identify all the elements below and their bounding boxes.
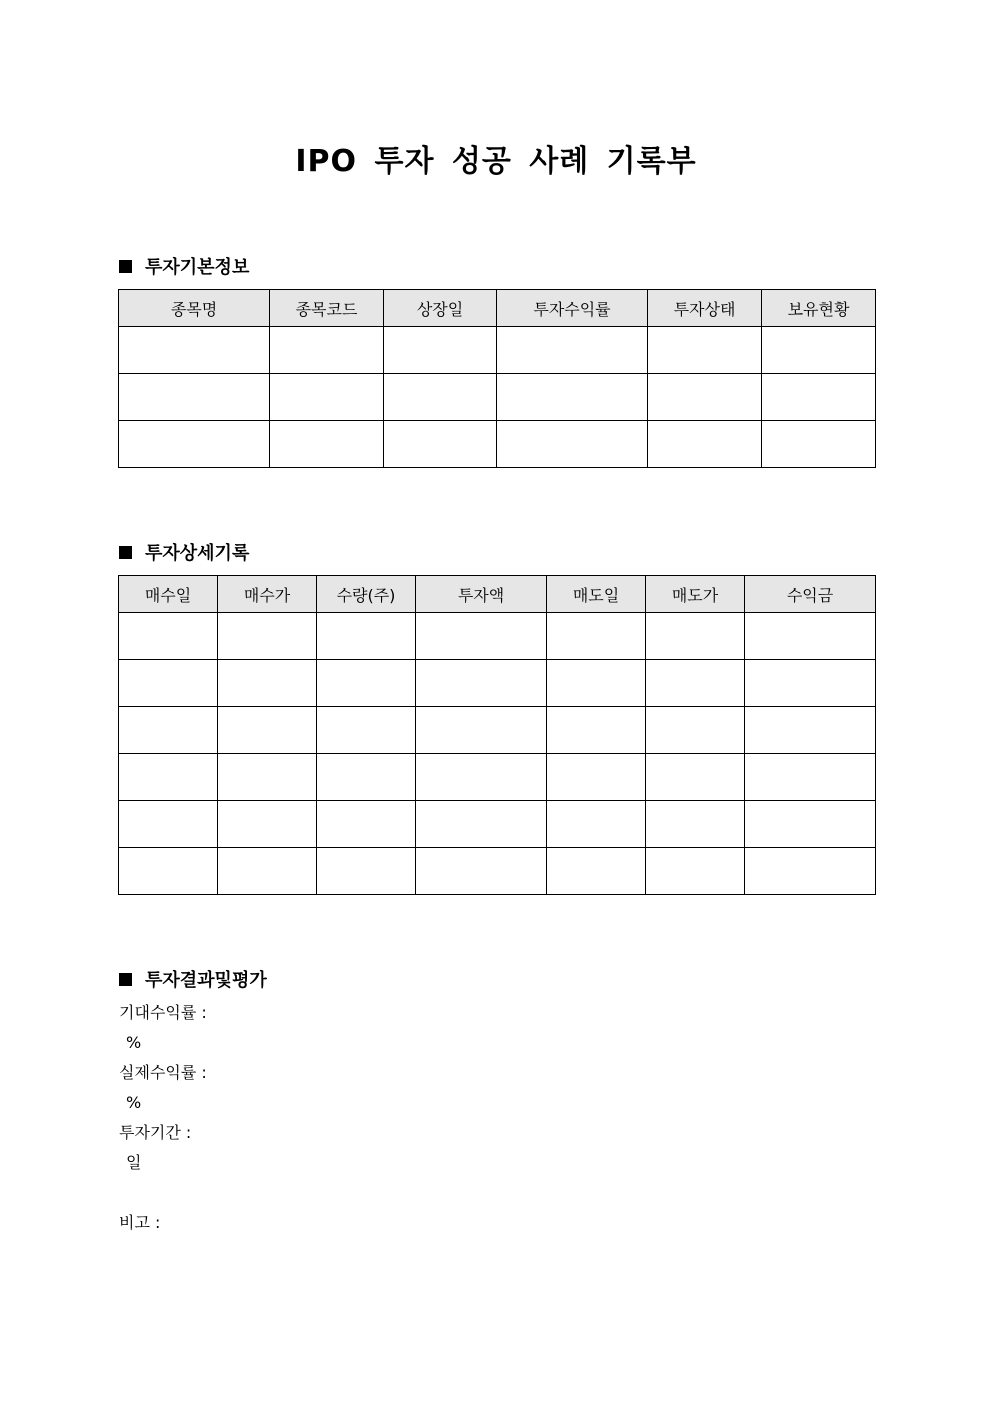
table-row [119,848,876,895]
column-header-return-rate: 투자수익률 [497,290,648,327]
blank-line [119,1178,207,1208]
column-header-sell-date: 매도일 [547,576,646,613]
section-heading-label: 투자기본정보 [145,257,250,278]
table-cell[interactable] [648,327,762,374]
table-row [119,613,876,660]
section-heading-label: 투자상세기록 [145,543,250,564]
table-cell[interactable] [119,421,270,468]
table-cell[interactable] [317,754,416,801]
table-cell[interactable] [745,754,876,801]
table-cell[interactable] [119,801,218,848]
investment-period-unit: 일 [126,1153,142,1172]
table-cell[interactable] [416,801,547,848]
table-cell[interactable] [646,660,745,707]
table-cell[interactable] [218,848,317,895]
table-cell[interactable] [416,707,547,754]
table-cell[interactable] [762,421,876,468]
column-header-stock-name: 종목명 [119,290,270,327]
table-cell[interactable] [384,327,497,374]
table-cell[interactable] [646,754,745,801]
section-heading-detail-records [119,539,249,565]
column-header-holding-status: 보유현황 [762,290,876,327]
table-cell[interactable] [416,613,547,660]
remarks-label: 비고 : [119,1213,161,1232]
table-cell[interactable] [119,848,218,895]
table-cell[interactable] [317,801,416,848]
table-row [119,327,876,374]
column-header-investment-status: 투자상태 [648,290,762,327]
table-cell[interactable] [317,707,416,754]
table-cell[interactable] [270,327,384,374]
document-title: IPO 투자 성공 사례 기록부 [295,144,697,179]
table-row [119,707,876,754]
column-header-sell-price: 매도가 [646,576,745,613]
table-cell[interactable] [119,327,270,374]
table-cell[interactable] [745,613,876,660]
table-cell[interactable] [497,421,648,468]
table-cell[interactable] [648,374,762,421]
actual-return-unit: % [126,1093,142,1112]
table-cell[interactable] [317,613,416,660]
table-row [119,374,876,421]
column-header-investment-amount: 투자액 [416,576,547,613]
table-cell[interactable] [646,848,745,895]
table-cell[interactable] [119,613,218,660]
column-header-quantity: 수량(주) [317,576,416,613]
column-header-profit: 수익금 [745,576,876,613]
table-row [119,660,876,707]
actual-return-label: 실제수익률 : [119,1063,207,1082]
table-cell[interactable] [547,707,646,754]
table-header-row [119,576,876,613]
column-header-buy-date: 매수일 [119,576,218,613]
expected-return-label: 기대수익률 : [119,1003,207,1022]
table-cell[interactable] [547,660,646,707]
section-heading-basic-info [119,253,249,279]
table-cell[interactable] [646,707,745,754]
square-bullet-icon [119,973,132,986]
table-cell[interactable] [745,660,876,707]
column-header-listing-date: 상장일 [384,290,497,327]
table-cell[interactable] [762,327,876,374]
table-cell[interactable] [745,707,876,754]
table-cell[interactable] [218,801,317,848]
table-cell[interactable] [745,848,876,895]
table-cell[interactable] [119,660,218,707]
table-cell[interactable] [648,421,762,468]
table-cell[interactable] [547,801,646,848]
basic-info-table [118,289,876,468]
table-cell[interactable] [547,754,646,801]
table-cell[interactable] [762,374,876,421]
table-cell[interactable] [416,660,547,707]
table-cell[interactable] [218,754,317,801]
table-cell[interactable] [646,613,745,660]
table-cell[interactable] [317,848,416,895]
table-cell[interactable] [416,848,547,895]
table-cell[interactable] [218,660,317,707]
table-cell[interactable] [119,754,218,801]
table-cell[interactable] [270,374,384,421]
table-cell[interactable] [119,374,270,421]
table-cell[interactable] [317,660,416,707]
table-cell[interactable] [218,613,317,660]
square-bullet-icon [119,260,132,273]
table-cell[interactable] [745,801,876,848]
result-evaluation-block [119,998,207,1238]
section-heading-result-evaluation [119,966,267,992]
table-cell[interactable] [218,707,317,754]
investment-period-label: 투자기간 : [119,1123,192,1142]
column-header-stock-code: 종목코드 [270,290,384,327]
table-cell[interactable] [384,374,497,421]
detail-records-table [118,575,876,895]
table-cell[interactable] [270,421,384,468]
table-header-row [119,290,876,327]
expected-return-unit: % [126,1033,142,1052]
column-header-buy-price: 매수가 [218,576,317,613]
table-cell[interactable] [497,374,648,421]
square-bullet-icon [119,546,132,559]
table-cell[interactable] [547,613,646,660]
table-cell[interactable] [416,754,547,801]
table-row [119,801,876,848]
table-row [119,421,876,468]
table-cell[interactable] [646,801,745,848]
table-cell[interactable] [547,848,646,895]
section-heading-label: 투자결과및평가 [145,970,267,991]
table-cell[interactable] [119,707,218,754]
table-row [119,754,876,801]
table-cell[interactable] [384,421,497,468]
table-cell[interactable] [497,327,648,374]
